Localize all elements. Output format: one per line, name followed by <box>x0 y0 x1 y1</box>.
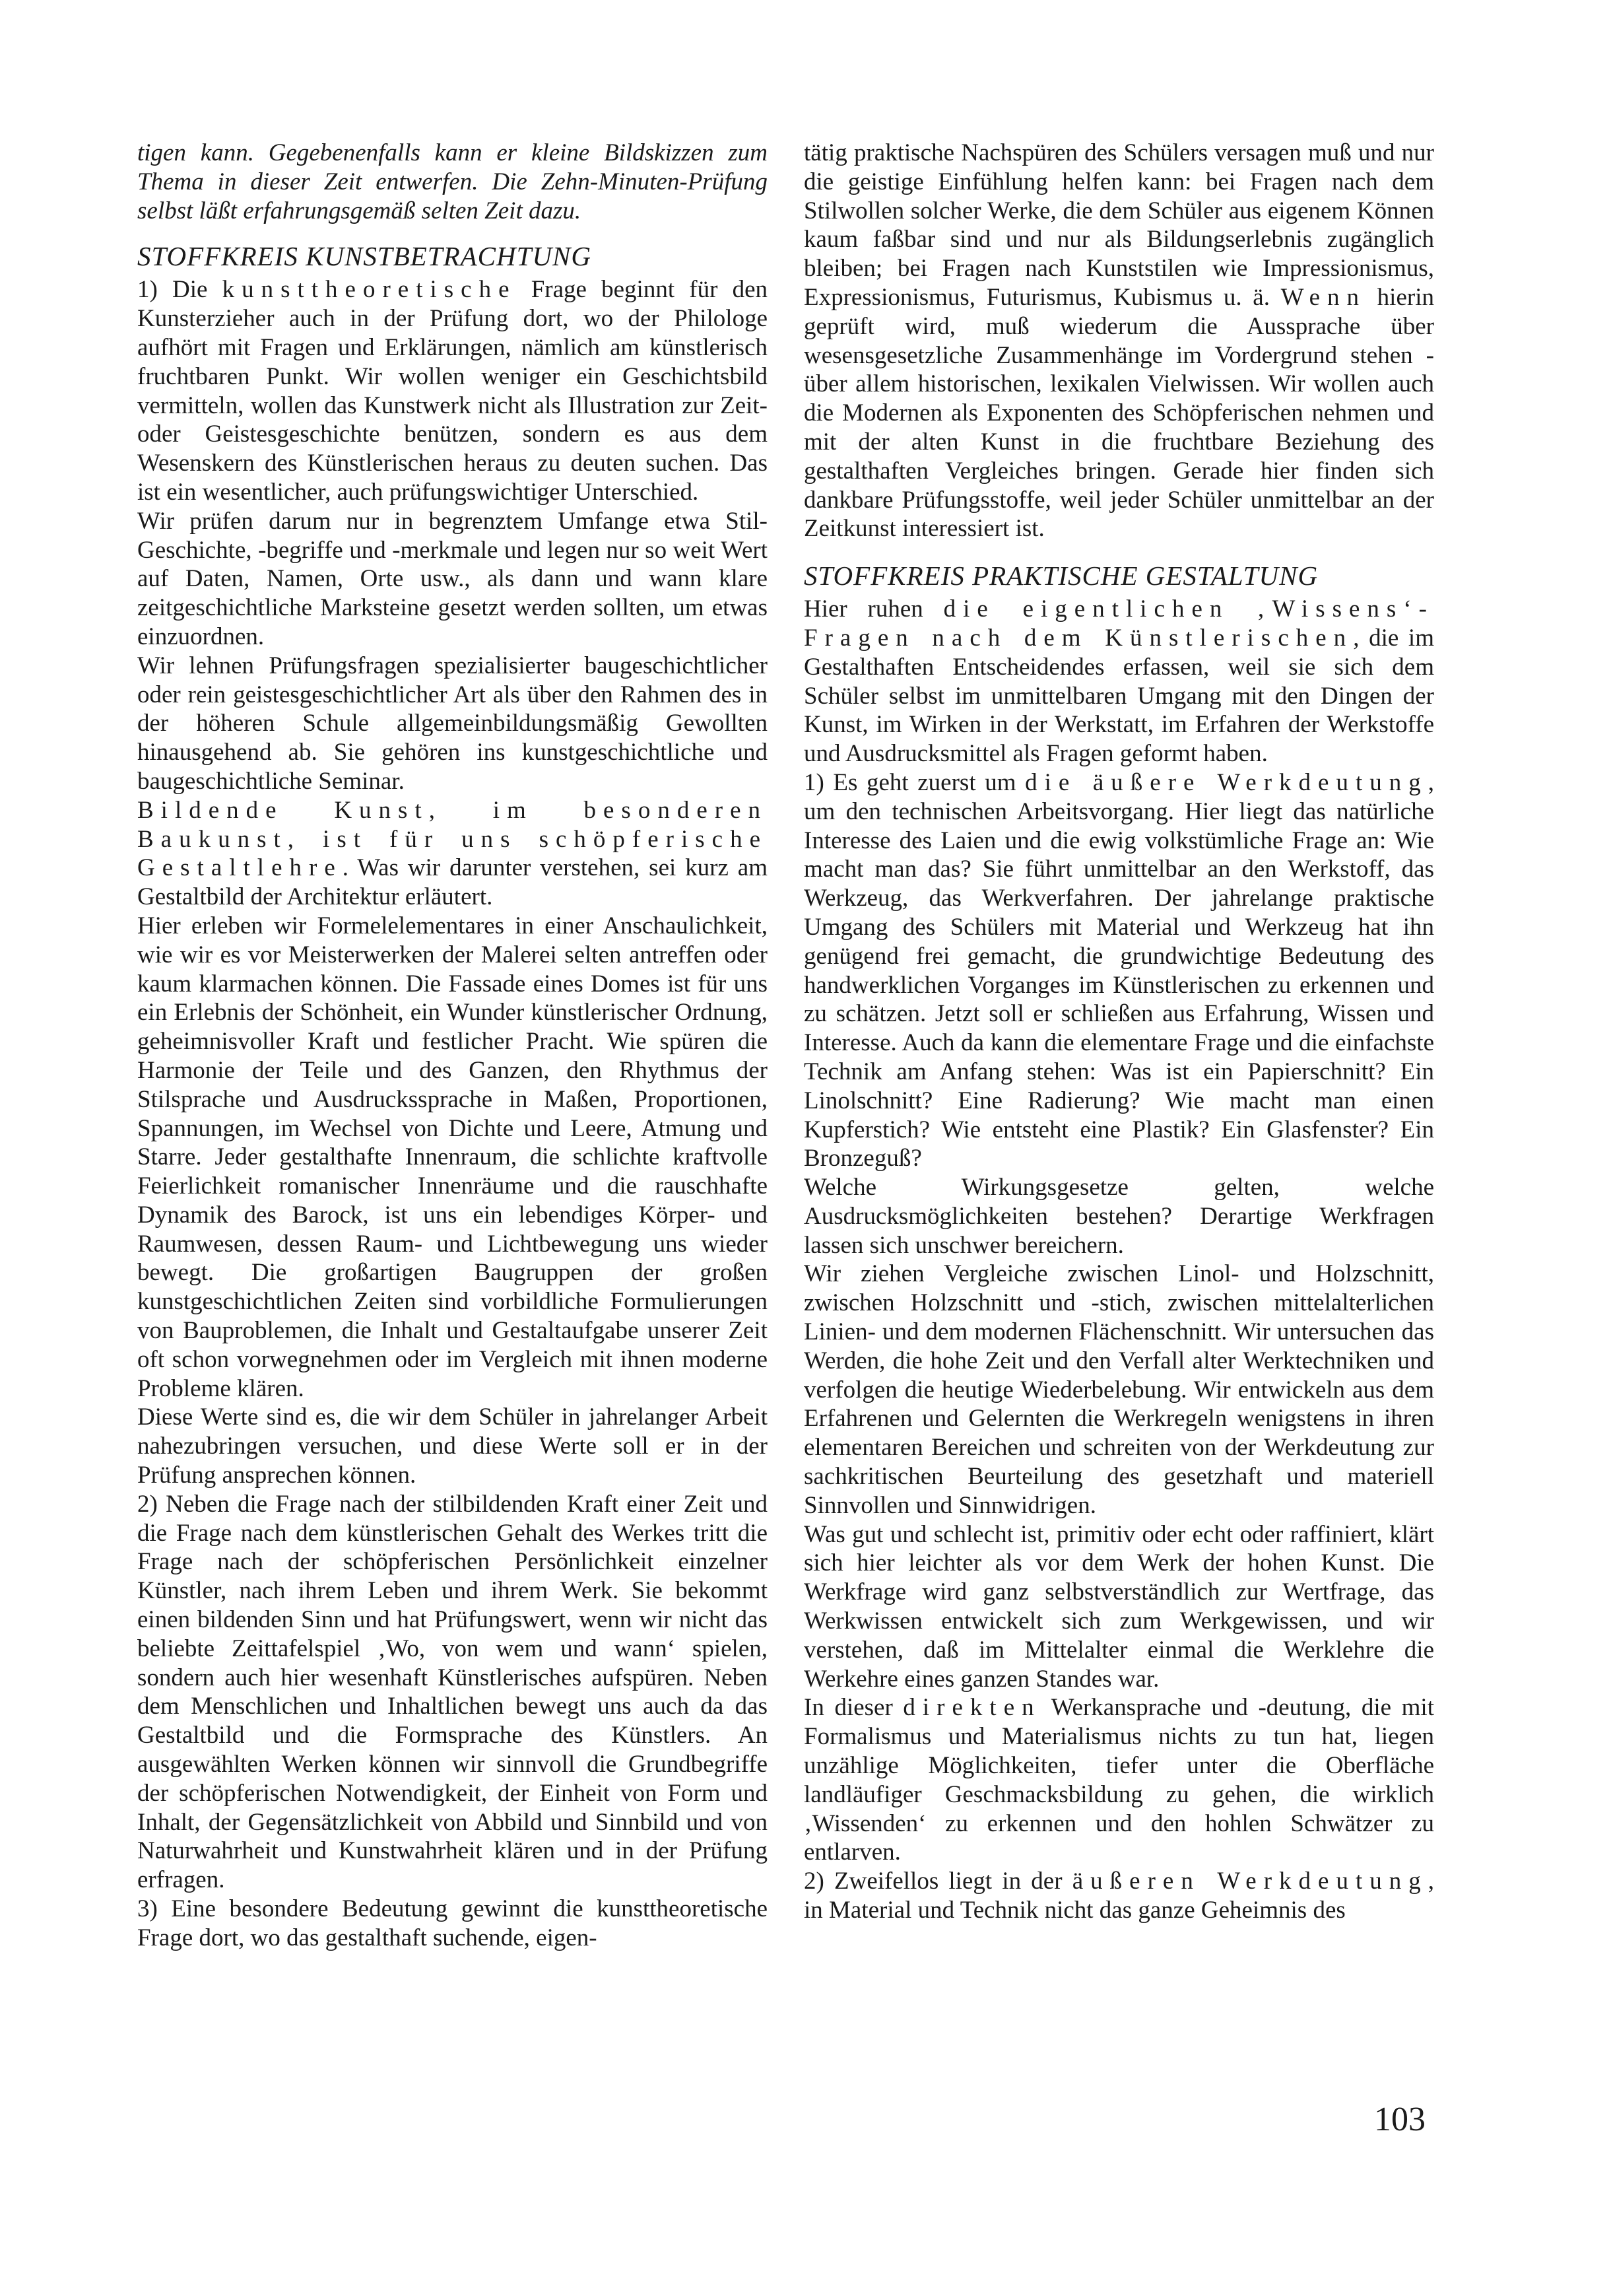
paragraph: Wir prüfen darum nur in begrenztem Umfange etwa Stil-Geschichte, -begriffe und -merkmale und legen nur so weit Wert auf Daten, Namen, Orte usw., als dann und wann klare zeitgeschichtliche Marksteine gesetzt werden sollten, um etwas einzuordnen. <box>137 507 768 650</box>
paragraph: Welche Wirkungsgesetze gelten, welche Ausdrucksmöglichkeiten bestehen? Derartige Werkfragen lassen sich unschwer bereichern. <box>804 1174 1434 1259</box>
section-heading-praktische-gestaltung: STOFFKREIS PRAKTISCHE GESTALTUNG <box>804 560 1319 591</box>
paragraph: 2) Neben die Frage nach der stilbildenden Kraft einer Zeit und die Frage nach dem künstlerischen Gehalt des Werkes tritt die Frage nach der schöpferischen Persönlichkeit einzelner Künstler, nach ihrem Leben und ihrem Werk. Sie bekommt einen bildenden Sinn und hat Prüfungswert, wenn wir nicht das beliebte Zeittafelspiel ‚Wo, von wem und wann‘ spielen, sondern auch hier wesenhaft Künstlerisches aufspüren. Neben dem Menschlichen und Inhaltlichen bewegt uns auch da das Gestaltbild und die Formsprache des Künstlers. An ausgewählten Werken können wir sinnvoll die Grundbegriffe der schöpferischen Notwendigkeit, der Einheit von Form und Inhalt, der Gegensätzlichkeit von Abbild und Sinnbild und von Naturwahrheit und Kunstwahrheit klären und in der Prüfung erfragen. <box>137 1490 768 1894</box>
intro-paragraph: tigen kann. Gegebenenfalls kann er kleine Bildskizzen zum Thema in dieser Zeit entwerfen. Die Zehn-Minuten-Prüfung selbst läßt erfahrungsgemäß selten Zeit dazu. <box>137 139 768 224</box>
paragraph: Was gut und schlecht ist, primitiv oder echt oder raffiniert, klärt sich hier leichter als vor dem Werk der hohen Kunst. Die Werkfrage wird ganz selbstverständlich zur Wertfrage, das Werkwissen entwickelt sich zum Werkgewissen, und wir verstehen, daß im Mittelalter einmal die Werklehre die Werkehre eines ganzen Standes war. <box>804 1520 1434 1693</box>
paragraph: 1) Die kunsttheoretische Frage beginnt für den Kunsterzieher auch in der Prüfung dort, wo der Philologe aufhört mit Fragen und Erklärungen, nämlich am künstlerisch fruchtbaren Punkt. Wir wollen weniger ein Geschichtsbild vermitteln, wollen das Kunstwerk nicht als Illustration zur Zeit- oder Geistesgeschichte benützen, sondern es aus dem Wesenskern des Künstlerischen heraus zu deuten suchen. Das ist ein wesentlicher, auch prüfungswichtiger Unterschied. <box>137 276 768 506</box>
paragraph: tätig praktische Nachspüren des Schülers versagen muß und nur die geistige Einfühlung helfen kann: bei Fragen nach dem Stilwollen solcher Werke, die dem Schüler aus eigenem Können kaum faßbar sind und nur als Bildungserlebnis zugänglich bleiben; bei Fragen nach Kunststilen wie Impressionismus, Expressionismus, Futurismus, Kubismus u. ä. Wenn hierin geprüft wird, muß wiederum die Aussprache über wesensgesetzliche Zusammenhänge im Vordergrund stehen - über allem historischen, lexikalen Vielwissen. Wir wollen auch die Modernen als Exponenten des Schöpferischen nehmen und mit der alten Kunst in die fruchtbare Beziehung des gestalthaften Vergleiches bringen. Gerade hier finden sich dankbare Prüfungsstoffe, weil jeder Schüler unmittelbar an der Zeitkunst interessiert ist. <box>804 139 1434 543</box>
paragraph: Diese Werte sind es, die wir dem Schüler in jahrelanger Arbeit nahezubringen versuchen, und diese Werte soll er in der Prüfung ansprechen können. <box>137 1403 768 1489</box>
paragraph: Wir ziehen Vergleiche zwischen Linol- und Holzschnitt, zwischen Holzschnitt und -stich, zwischen mittelalterlichen Linien- und dem modernen Flächenschnitt. Wir untersuchen das Werden, die hohe Zeit und den Verfall alter Werktechniken und verfolgen die heutige Wiederbelebung. Wir entwickeln aus dem Erfahrenen und Gelernten die Werkregeln wenigstens in ihren elementaren Bereichen und schreiten von der Werkdeutung zur sachkritischen Beurteilung des gesetzhaft und materiell Sinnvollen und Sinnwidrigen. <box>804 1260 1434 1519</box>
right-column <box>804 139 1434 1925</box>
left-column <box>137 139 768 1953</box>
paragraph: 2) Zweifellos liegt in der äußeren Werkdeutung, in Material und Technik nicht das ganze Geheimnis des <box>804 1868 1434 1924</box>
section-heading-kunstbetrachtung: STOFFKREIS KUNSTBETRACHTUNG <box>137 241 592 272</box>
paragraph: Hier erleben wir Formelelementares in einer Anschaulichkeit, wie wir es vor Meisterwerken der Malerei selten antreffen oder kaum klarmachen können. Die Fassade eines Domes ist für uns ein Erlebnis der Schönheit, ein Wunder künstlerischer Ordnung, geheimnisvoller Kraft und festlicher Pracht. Wie spüren die Harmonie der Teile und des Ganzen, den Rhythmus der Stilsprache und Ausdruckssprache in Maßen, Proportionen, Spannungen, im Wechsel von Dichte und Leere, Atmung und Starre. Jeder gestalthafte Innenraum, die schlichte kraftvolle Feierlichkeit romanischer Innenräume und die rauschhafte Dynamik des Barock, ist uns ein lebendiges Körper- und Raumwesen, dessen Raum- und Lichtbewegung uns wieder bewegt. Die großartigen Baugruppen der großen kunstgeschichtlichen Zeiten sind vorbildliche Formulierungen von Bauproblemen, die Inhalt und Gestaltaufgabe unserer Zeit oft schon vorwegnehmen oder im Vergleich mit ihnen moderne Probleme klären. <box>137 912 768 1402</box>
paragraph: Wir lehnen Prüfungsfragen spezialisierter baugeschichtlicher oder rein geistesgeschichtlicher Art als über den Rahmen des in der höheren Schule allgemeinbildungsmäßig Gewollten hinausgehend ab. Sie gehören ins kunstgeschichtliche und baugeschichtliche Seminar. <box>137 652 768 795</box>
paragraph: Hier ruhen die eigentlichen ‚Wissens‘-Fragen nach dem Künstlerischen, die im Gestalthaften Entscheidendes erfassen, weil sie sich dem Schüler selbst im unmittelbaren Umgang mit den Dingen der Kunst, im Wirken in der Werkstatt, im Erfahren der Werkstoffe und Ausdrucksmittel als Fragen geformt haben. <box>804 595 1434 768</box>
paragraph: 3) Eine besondere Bedeutung gewinnt die kunsttheoretische Frage dort, wo das gestalthaft suchende, eigen- <box>137 1895 768 1951</box>
paragraph: Bildende Kunst, im besonderen Baukunst, ist für uns schöpferische Gestaltlehre. Was wir darunter verstehen, sei kurz am Gestaltbild der Architektur erläutert. <box>137 796 768 911</box>
paragraph: In dieser direkten Werkansprache und -deutung, die mit Formalismus und Materialismus nichts zu tun hat, liegen unzählige Möglichkeiten, tiefer unter die Oberfläche landläufiger Geschmacksbildung zu gehen, die wirklich ‚Wissenden‘ zu erkennen und den hohlen Schwätzer zu entlarven. <box>804 1694 1434 1866</box>
page-number: 103 <box>1374 2101 1426 2138</box>
paragraph: 1) Es geht zuerst um die äußere Werkdeutung, um den technischen Arbeitsvorgang. Hier liegt das natürliche Interesse des Laien und die ewig volkstümliche Frage an: Wie macht man das? Sie führt unmittelbar an den Werkstoff, das Werkzeug, das Werkverfahren. Der jahrelange praktische Umgang des Schülers mit Material und Werkzeug hat ihn genügend frei gemacht, die grundwichtige Bedeutung des handwerklichen Vorganges im Künstlerischen zu erkennen und zu schätzen. Jetzt soll er schließen aus Erfahrung, Wissen und Interesse. Auch da kann die elementare Frage und die einfachste Technik am Anfang stehen: Was ist ein Papierschnitt? Ein Linolschnitt? Eine Radierung? Wie macht man einen Kupferstich? Wie entsteht eine Plastik? Ein Glasfenster? Ein Bronzeguß? <box>804 768 1435 1172</box>
